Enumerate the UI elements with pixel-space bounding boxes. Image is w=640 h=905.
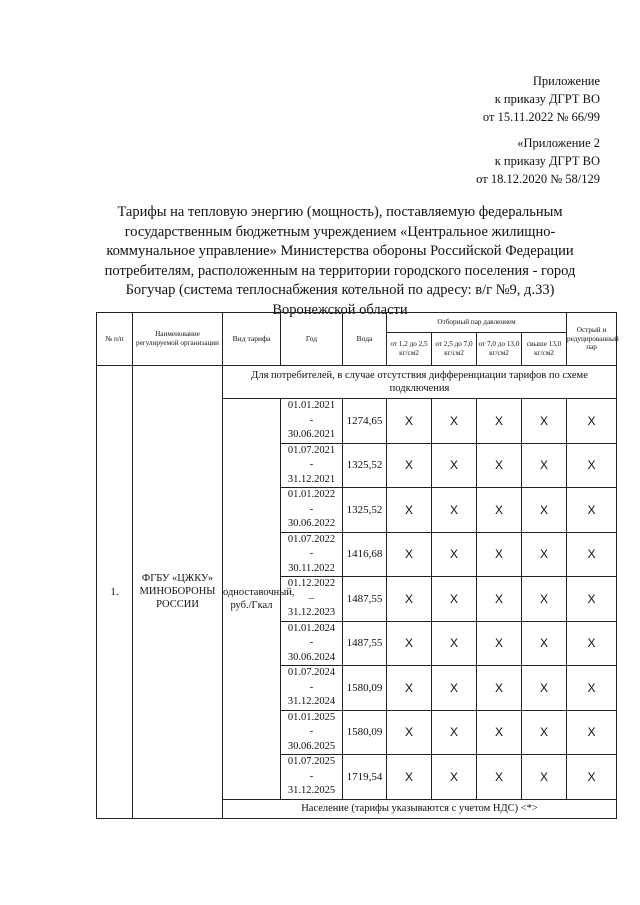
steam-1-value: X bbox=[387, 577, 432, 622]
steam-3-value: X bbox=[477, 621, 522, 666]
appendix-2-line: к приказу ДГРТ ВО bbox=[494, 154, 600, 168]
steam-1-value: X bbox=[387, 443, 432, 488]
period-start: 01.01.2025 bbox=[287, 711, 336, 723]
period-cell bbox=[281, 710, 343, 755]
period-end: 30.06.2024 bbox=[287, 651, 336, 663]
period-start: 01.07.2022 bbox=[287, 533, 336, 545]
period-start: 01.01.2021 bbox=[287, 400, 336, 411]
period-start: 01.01.2024 bbox=[287, 622, 336, 634]
steam-2-value: X bbox=[432, 399, 477, 444]
row-number: 1. bbox=[110, 585, 119, 598]
period-cell bbox=[281, 443, 343, 488]
steam-4-value: X bbox=[522, 755, 567, 800]
period-end: 30.06.2021 bbox=[287, 429, 336, 440]
header-row-number: № п/п bbox=[97, 313, 133, 366]
steam-2-value: X bbox=[432, 755, 477, 800]
steam-1-value: X bbox=[387, 710, 432, 755]
appendix-1-line: к приказу ДГРТ ВО bbox=[494, 92, 600, 106]
steam-4-value: X bbox=[522, 532, 567, 577]
appendix-2-reference bbox=[476, 134, 600, 188]
period-cell bbox=[281, 399, 343, 444]
steam-4-value: X bbox=[522, 488, 567, 533]
water-tariff: 1580,09 bbox=[343, 666, 387, 711]
tariff-type-cell bbox=[223, 399, 295, 800]
header-water: Вода bbox=[343, 313, 387, 366]
header-steam-3: от 7,0 до 13,0 кг/см2 bbox=[477, 333, 522, 366]
tariff-type: одноставочный, руб./Гкал bbox=[223, 586, 295, 611]
steam-4-value: X bbox=[522, 399, 567, 444]
sharp-steam-value: X bbox=[567, 399, 617, 444]
period-cell bbox=[281, 621, 343, 666]
steam-2-value: X bbox=[432, 532, 477, 577]
steam-2-value: X bbox=[432, 577, 477, 622]
header-sharp-steam: Острый и редуцированный пар bbox=[567, 313, 617, 366]
steam-3-value: X bbox=[477, 577, 522, 622]
header-year: Год bbox=[281, 313, 343, 366]
steam-1-value: X bbox=[387, 755, 432, 800]
sharp-steam-value: X bbox=[567, 577, 617, 622]
steam-1-value: X bbox=[387, 532, 432, 577]
steam-1-value: X bbox=[387, 399, 432, 444]
period-cell bbox=[281, 755, 343, 800]
period-dash: - bbox=[309, 548, 314, 559]
steam-4-value: X bbox=[522, 577, 567, 622]
appendix-2-line: от 18.12.2020 № 58/129 bbox=[476, 172, 600, 186]
steam-1-value: X bbox=[387, 488, 432, 533]
steam-3-value: X bbox=[477, 488, 522, 533]
period-dash: - bbox=[309, 503, 314, 515]
steam-4-value: X bbox=[522, 443, 567, 488]
period-dash: - bbox=[309, 681, 314, 693]
steam-1-value: X bbox=[387, 666, 432, 711]
steam-4-value: X bbox=[522, 710, 567, 755]
water-tariff: 1487,55 bbox=[343, 577, 387, 622]
period-start: 01.07.2021 bbox=[287, 444, 336, 456]
steam-2-value: X bbox=[432, 443, 477, 488]
period-end: 31.12.2025 bbox=[287, 785, 336, 796]
document-title: Тарифы на тепловую энергию (мощность), поставляемую федеральным государственным бюджетным учреждением «Центральное жилищно-коммунальное управление» Министерства обороны Российской Федерации потребителям, расположенным на территории городского поселения - город Богучар (система теплоснабжения котельной по адресу: в/г №9, д.33) Воронежской области bbox=[104, 204, 576, 318]
section-general-consumers: Для потребителей, в случае отсутствия дифференциации тарифов по схеме подключения bbox=[223, 366, 617, 399]
sharp-steam-value: X bbox=[567, 710, 617, 755]
period-end: 31.12.2023 bbox=[287, 607, 336, 618]
header-steam-4: свыше 13,0 кг/см2 bbox=[522, 333, 567, 366]
steam-3-value: X bbox=[477, 666, 522, 711]
period-end: 30.06.2025 bbox=[287, 740, 336, 752]
header-steam-1: от 1,2 до 2,5 кг/см2 bbox=[387, 333, 432, 366]
header-tariff-type: Вид тарифа bbox=[223, 313, 281, 366]
period-start: 01.07.2025 bbox=[287, 756, 336, 767]
period-cell bbox=[281, 666, 343, 711]
period-dash: – bbox=[308, 592, 315, 604]
period-dash: - bbox=[309, 726, 314, 737]
appendix-2-line: «Приложение 2 bbox=[517, 136, 600, 150]
steam-3-value: X bbox=[477, 755, 522, 800]
steam-2-value: X bbox=[432, 488, 477, 533]
appendix-1-line: от 15.11.2022 № 66/99 bbox=[482, 110, 600, 124]
period-cell bbox=[281, 577, 343, 622]
period-end: 31.12.2021 bbox=[287, 473, 336, 485]
water-tariff: 1325,52 bbox=[343, 443, 387, 488]
steam-3-value: X bbox=[477, 710, 522, 755]
steam-3-value: X bbox=[477, 399, 522, 444]
row-number-cell bbox=[97, 366, 133, 819]
sharp-steam-value: X bbox=[567, 621, 617, 666]
period-start: 01.01.2022 bbox=[287, 489, 336, 500]
period-dash: - bbox=[309, 770, 314, 782]
period-end: 30.11.2022 bbox=[288, 562, 335, 574]
header-organization: Наименование регулируемой организации bbox=[133, 313, 223, 366]
appendix-1-line: Приложение bbox=[532, 74, 600, 88]
period-end: 30.06.2022 bbox=[287, 518, 336, 529]
tariff-table bbox=[96, 312, 617, 819]
steam-3-value: X bbox=[477, 443, 522, 488]
water-tariff: 1325,52 bbox=[343, 488, 387, 533]
header-steam-group: Отборный пар давлением bbox=[387, 313, 567, 333]
period-start: 01.07.2024 bbox=[287, 667, 336, 678]
section-population: Население (тарифы указываются с учетом НДС) <*> bbox=[223, 799, 617, 818]
period-cell bbox=[281, 488, 343, 533]
steam-1-value: X bbox=[387, 621, 432, 666]
period-dash: - bbox=[309, 414, 314, 426]
water-tariff: 1719,54 bbox=[343, 755, 387, 800]
sharp-steam-value: X bbox=[567, 755, 617, 800]
steam-2-value: X bbox=[432, 621, 477, 666]
sharp-steam-value: X bbox=[567, 532, 617, 577]
water-tariff: 1416,68 bbox=[343, 532, 387, 577]
appendix-1-reference bbox=[483, 72, 600, 126]
header-steam-2: от 2,5 до 7,0 кг/см2 bbox=[432, 333, 477, 366]
steam-4-value: X bbox=[522, 666, 567, 711]
period-end: 31.12.2024 bbox=[287, 696, 336, 707]
sharp-steam-value: X bbox=[567, 488, 617, 533]
steam-3-value: X bbox=[477, 532, 522, 577]
organization-cell bbox=[133, 366, 223, 819]
period-dash: - bbox=[309, 459, 314, 470]
sharp-steam-value: X bbox=[567, 666, 617, 711]
water-tariff: 1487,55 bbox=[343, 621, 387, 666]
organization-name: ФГБУ «ЦЖКУ» МИНОБОРОНЫ РОССИИ bbox=[139, 573, 216, 611]
water-tariff: 1580,09 bbox=[343, 710, 387, 755]
sharp-steam-value: X bbox=[567, 443, 617, 488]
period-start: 01.12.2022 bbox=[287, 578, 336, 589]
steam-2-value: X bbox=[432, 710, 477, 755]
steam-4-value: X bbox=[522, 621, 567, 666]
water-tariff: 1274,65 bbox=[343, 399, 387, 444]
period-cell bbox=[281, 532, 343, 577]
period-dash: - bbox=[309, 637, 314, 648]
steam-2-value: X bbox=[432, 666, 477, 711]
